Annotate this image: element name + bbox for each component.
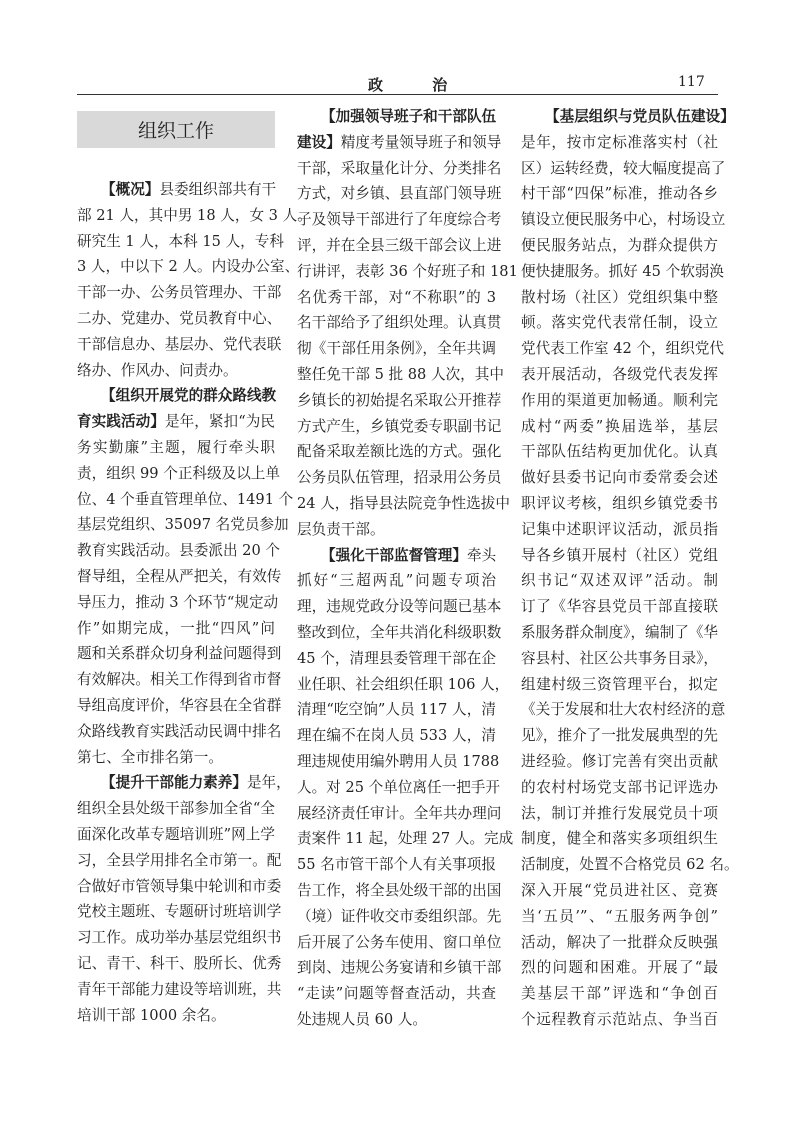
text-line xyxy=(297,801,502,827)
text-line xyxy=(77,616,275,642)
body-text: 第七、全市排名第一。 xyxy=(77,748,223,766)
body-text: 24 人，指导县法院竞争性选拔中 xyxy=(297,494,510,512)
body-text: 是年，按市定标准落实村（社 xyxy=(521,133,718,151)
text-line xyxy=(77,822,275,848)
body-text: 记、青干、科干、股所长、优秀 xyxy=(77,954,282,972)
text-line xyxy=(297,775,500,801)
body-text: 党代表工作室 42 个，组织党代 xyxy=(521,340,724,358)
text-line xyxy=(77,719,282,745)
text-line xyxy=(521,878,718,904)
text-line xyxy=(297,388,502,414)
header-rule xyxy=(77,94,718,95)
text-line xyxy=(77,409,275,435)
body-text: 干部队伍结构更加优化。认真 xyxy=(521,443,718,461)
text-line xyxy=(521,207,726,233)
body-text: 处违规人员 60 人。 xyxy=(297,1010,428,1028)
body-text: 干部信息办、基层办、党代表联 xyxy=(77,335,282,353)
body-text: 行讲评，表彰 36 个好班子和 181 xyxy=(297,262,518,280)
paragraph xyxy=(297,104,518,543)
paragraph-heading: 【基层组织与党员队伍建设】 xyxy=(545,108,735,125)
text-line xyxy=(521,955,718,981)
body-text: 层负责干部。 xyxy=(297,520,385,538)
body-text: 容县村、社区公共事务目录》， xyxy=(521,649,719,667)
text-line xyxy=(77,641,282,667)
body-text: 精度考量领导班子和领导 xyxy=(340,133,502,151)
body-text: 方式产生，乡镇党委专职副书记 xyxy=(297,417,502,435)
running-header-section: 政 治 xyxy=(368,76,470,94)
text-line xyxy=(77,383,275,409)
body-text: 进经验。修订完善有突出贡献 xyxy=(521,752,718,770)
text-line xyxy=(521,723,718,749)
body-text: 习，全县学用排名全市第一。配 xyxy=(77,851,282,869)
body-text: 组建村级三资管理平台，拟定 xyxy=(521,675,718,693)
body-text: 位、4 个垂直管理单位、1491 个 xyxy=(77,490,294,508)
text-line xyxy=(297,517,496,543)
body-text: 便民服务站点，为群众提供方 xyxy=(521,236,718,254)
paragraph-heading: 【提升干部能力素养】 xyxy=(101,774,247,792)
text-line xyxy=(297,233,502,259)
paragraph xyxy=(521,104,739,1033)
section-title: 组织工作 xyxy=(137,120,214,142)
body-text: 牵头 xyxy=(466,546,497,564)
body-text: 45 个，清理县委管理干部在企 xyxy=(297,649,496,667)
text-line xyxy=(521,852,739,878)
page-number: 117 xyxy=(678,74,705,90)
text-line xyxy=(297,594,502,620)
text-line xyxy=(77,512,289,538)
paragraph-heading: 【强化干部监督管理】 xyxy=(321,546,467,564)
body-text: 法，制订并推行发展党员十项 xyxy=(521,804,718,822)
body-text: 织书记“双述双评”活动。制 xyxy=(521,572,718,590)
body-text: 做好县委书记向市委常委会述 xyxy=(521,469,718,487)
text-line xyxy=(521,285,718,311)
text-line xyxy=(521,672,718,698)
text-line xyxy=(297,1007,496,1033)
text-line xyxy=(521,156,726,182)
text-line xyxy=(297,285,496,311)
body-text: 便快捷服务。抓好 45 个软弱涣 xyxy=(521,262,724,280)
text-line xyxy=(521,1007,718,1033)
body-text: “走读”问题等督查活动，共查 xyxy=(297,985,496,1003)
text-column-1 xyxy=(77,177,312,1028)
body-text: 整改到位，全年共消化科级职数 xyxy=(297,623,502,641)
body-text: 导组高度评价，华容县在全省群 xyxy=(77,696,282,714)
text-line xyxy=(521,259,724,285)
body-text: 习工作。成功举办基层党组织书 xyxy=(77,929,282,947)
text-line xyxy=(521,388,718,414)
body-text: 理违规使用编外聘用人员 1788 xyxy=(297,752,500,770)
text-line xyxy=(521,104,735,130)
body-text: 系服务群众制度》，编制了《华 xyxy=(521,623,719,641)
paragraph-heading: 【概况】 xyxy=(101,181,160,198)
text-line xyxy=(297,697,496,723)
body-text: 人。对 25 个单位离任一把手开 xyxy=(297,778,500,796)
text-line xyxy=(297,310,502,336)
body-text: 告工作，将全县处级干部的出国 xyxy=(297,881,502,899)
text-line xyxy=(521,362,718,388)
text-line xyxy=(521,568,718,594)
body-text: 是年，紧扣“为民 xyxy=(164,413,275,431)
text-column-2 xyxy=(297,104,518,1033)
text-line xyxy=(521,336,724,362)
text-line xyxy=(77,254,300,280)
paragraph-heading: 【组织开展党的群众路线教 xyxy=(101,387,277,405)
text-line xyxy=(77,770,291,796)
text-line xyxy=(77,229,284,255)
body-text: 配备采取差额比选的方式。强化 xyxy=(297,443,502,461)
body-text: （境）证件收交市委组织部。先 xyxy=(297,907,502,925)
body-text: 作用的渠道更加畅通。顺利完 xyxy=(521,391,718,409)
body-text: 题和关系群众切身利益问题得到 xyxy=(77,645,282,663)
body-text: 后开展了公务车使用、窗口单位 xyxy=(297,933,502,951)
body-text: 党校主题班、专题研讨班培训学 xyxy=(77,903,282,921)
body-text: 村干部“四保”标准，推动各乡 xyxy=(521,185,718,203)
text-line xyxy=(521,775,718,801)
text-line xyxy=(77,177,275,203)
body-text: 订了《华容县党员干部直接联 xyxy=(521,598,718,616)
text-line xyxy=(77,848,282,874)
text-line xyxy=(77,280,282,306)
body-text: 导各乡镇开展村（社区）党组 xyxy=(521,546,718,564)
body-text: 散村场（社区）党组织集中整 xyxy=(521,288,718,306)
body-text: 导压力，推动 3 个环节“规定动 xyxy=(77,593,279,611)
text-line xyxy=(297,568,496,594)
body-text: 55 名市管干部个人有关事项报 xyxy=(297,856,496,874)
text-line xyxy=(521,801,718,827)
body-text: 职评议考核，组织乡镇党委书 xyxy=(521,494,718,512)
body-text: 合做好市管领导集中轮训和市委 xyxy=(77,877,282,895)
text-line xyxy=(521,620,718,646)
body-text: 是年， xyxy=(246,774,291,792)
text-line xyxy=(521,517,718,543)
body-text: 名优秀干部，对“不称职”的 3 xyxy=(297,288,496,306)
body-text: 教育实践活动。县委派出 20 个 xyxy=(77,542,280,560)
text-line xyxy=(297,465,502,491)
body-text: 二办、党建办、党员教育中心、 xyxy=(77,309,282,327)
text-line xyxy=(297,723,496,749)
body-text: 公务员队伍管理，招录用公务员 xyxy=(297,469,502,487)
body-text: 制度，健全和落实多项组织生 xyxy=(521,830,718,848)
body-text: 名干部给予了组织处理。认真贯 xyxy=(297,314,502,332)
paragraph xyxy=(297,543,514,1033)
text-column-3 xyxy=(521,104,739,1033)
body-text: 理在编不在岗人员 533 人，清 xyxy=(297,727,496,745)
body-text: 责，组织 99 个正科级及以上单 xyxy=(77,464,280,482)
text-line xyxy=(297,955,502,981)
body-text: 县委组织部共有干 xyxy=(159,181,277,198)
body-text: 评，并在全县三级干部会议上进 xyxy=(297,236,502,254)
body-text: 务实勤廉”主题，履行牵头职 xyxy=(77,438,275,456)
text-line xyxy=(297,826,514,852)
text-line xyxy=(297,181,502,207)
body-text: 理，违规党政分设等问题已基本 xyxy=(297,598,502,616)
paragraph-heading: 育实践活动】 xyxy=(77,413,165,431)
text-line xyxy=(521,981,718,1007)
text-line xyxy=(297,259,518,285)
body-text: 干部一办、公务员管理办、干部 xyxy=(77,284,282,302)
text-line xyxy=(521,904,718,930)
text-line xyxy=(521,594,718,620)
text-line xyxy=(297,852,496,878)
body-text: 青年干部能力建设等培训班，共 xyxy=(77,980,282,998)
text-line xyxy=(77,435,275,461)
body-text: 《关于发展和壮大农村经济的意 xyxy=(521,701,726,719)
body-text: 组织全县处级干部参加全省“全 xyxy=(77,800,275,818)
body-text: 活制度，处置不合格党员 62 名。 xyxy=(521,856,739,874)
text-line xyxy=(77,306,282,332)
text-line xyxy=(77,590,279,616)
text-line xyxy=(77,925,282,951)
text-line xyxy=(77,358,275,384)
paragraph xyxy=(77,383,294,770)
body-text: 方式，对乡镇、县直部门领导班 xyxy=(297,185,502,203)
text-line xyxy=(77,487,294,513)
body-text: 部 21 人，其中男 18 人，女 3 人。 xyxy=(77,206,312,224)
text-line xyxy=(521,543,718,569)
body-text: 记集中述职评议活动，派员指 xyxy=(521,520,718,538)
text-line xyxy=(77,564,282,590)
body-text: 彻《干部任用条例》，全年共调 xyxy=(297,340,496,358)
text-line xyxy=(77,796,275,822)
text-line xyxy=(521,930,718,956)
text-line xyxy=(521,826,718,852)
body-text: 作”如期完成，一批“四风”问 xyxy=(77,619,275,637)
text-line xyxy=(77,461,280,487)
body-text: 乡镇长的初始提名采取公开推荐 xyxy=(297,391,502,409)
text-line xyxy=(297,491,510,517)
text-line xyxy=(77,951,282,977)
text-line xyxy=(521,749,718,775)
body-text: 研究生 1 人，本科 15 人，专科 xyxy=(77,232,284,250)
body-text: 3 人，中以下 2 人。内设办公室、 xyxy=(77,258,300,276)
body-text: 基层党组织、35097 名党员参加 xyxy=(77,516,289,534)
text-line xyxy=(77,693,282,719)
text-line xyxy=(297,207,502,233)
body-text: 区）运转经费，较大幅度提高了 xyxy=(521,159,726,177)
body-text: 络办、作风办、问责办。 xyxy=(77,361,238,379)
text-line xyxy=(77,745,275,771)
body-text: 督导组，全程从严把关，有效传 xyxy=(77,567,282,585)
text-line xyxy=(521,439,718,465)
body-text: 子及领导干部进行了年度综合考 xyxy=(297,211,502,229)
body-text: 个远程教育示范站点、争当百 xyxy=(521,1010,718,1028)
text-line xyxy=(77,1003,275,1029)
text-line xyxy=(77,332,282,358)
text-line xyxy=(521,414,718,440)
text-line xyxy=(297,878,502,904)
body-text: 烈的问题和困难。开展了“最 xyxy=(521,959,718,977)
body-text: 到岗、违规公务宴请和乡镇干部 xyxy=(297,959,502,977)
body-text: 的农村村场党支部书记评选办 xyxy=(521,778,718,796)
text-line xyxy=(297,439,502,465)
body-text: 顿。落实党代表常任制，设立 xyxy=(521,314,718,332)
text-line xyxy=(77,538,280,564)
text-line xyxy=(521,646,718,672)
text-line xyxy=(521,465,718,491)
body-text: 展经济责任审计。全年共办理问 xyxy=(297,804,502,822)
text-line xyxy=(521,491,718,517)
body-text: 表开展活动，各级党代表发挥 xyxy=(521,365,718,383)
paragraph-heading: 【加强领导班子和干部队伍 xyxy=(321,108,497,125)
text-line xyxy=(521,233,718,259)
body-text: 业任职、社会组织任职 106 人， xyxy=(297,675,510,693)
text-line xyxy=(297,620,502,646)
text-line xyxy=(297,543,496,569)
body-text: 清理“吃空饷”人员 117 人，清 xyxy=(297,701,496,719)
text-line xyxy=(77,203,312,229)
paragraph-heading: 建设】 xyxy=(297,133,341,151)
body-text: 培训干部 1000 余名。 xyxy=(77,1006,226,1024)
text-line xyxy=(521,181,718,207)
body-text: 众路线教育实践活动民调中排名 xyxy=(77,722,282,740)
text-line xyxy=(297,981,496,1007)
text-line xyxy=(297,414,502,440)
text-line xyxy=(77,667,282,693)
text-line xyxy=(297,904,502,930)
text-line xyxy=(297,156,502,182)
section-title-box xyxy=(77,111,275,148)
text-line xyxy=(521,130,718,156)
text-line xyxy=(297,930,502,956)
body-text: 成村“两委”换届选举，基层 xyxy=(521,417,718,435)
body-text: 面深化改革专题培训班”网上学 xyxy=(77,825,275,843)
body-text: 镇设立便民服务中心，村场设立 xyxy=(521,211,726,229)
body-text: 抓好“三超两乱”问题专项治 xyxy=(297,572,496,590)
text-line xyxy=(297,336,496,362)
body-text: 深入开展“党员进社区、竞赛 xyxy=(521,881,718,899)
paragraph xyxy=(77,177,312,383)
body-text: 当‘五员’”、“五服务两争创” xyxy=(521,907,718,925)
text-line xyxy=(297,130,502,156)
body-text: 责案件 11 起，处理 27 人。完成 xyxy=(297,830,514,848)
text-line xyxy=(297,646,496,672)
body-text: 整任免干部 5 批 88 人次，其中 xyxy=(297,365,504,383)
text-line xyxy=(521,310,718,336)
body-text: 见》，推介了一批发展典型的先 xyxy=(521,727,719,745)
text-line xyxy=(521,697,726,723)
body-text: 有效解决。相关工作得到省市督 xyxy=(77,671,282,689)
text-line xyxy=(297,672,510,698)
body-text: 美基层干部”评选和“争创百 xyxy=(521,985,718,1003)
text-line xyxy=(297,749,500,775)
body-text: 活动，解决了一批群众反映强 xyxy=(521,933,718,951)
text-line xyxy=(297,362,504,388)
text-line xyxy=(77,874,282,900)
text-line xyxy=(297,104,496,130)
text-line xyxy=(77,977,282,1003)
paragraph xyxy=(77,770,291,1028)
body-text: 干部，采取量化计分、分类排名 xyxy=(297,159,502,177)
text-line xyxy=(77,899,282,925)
